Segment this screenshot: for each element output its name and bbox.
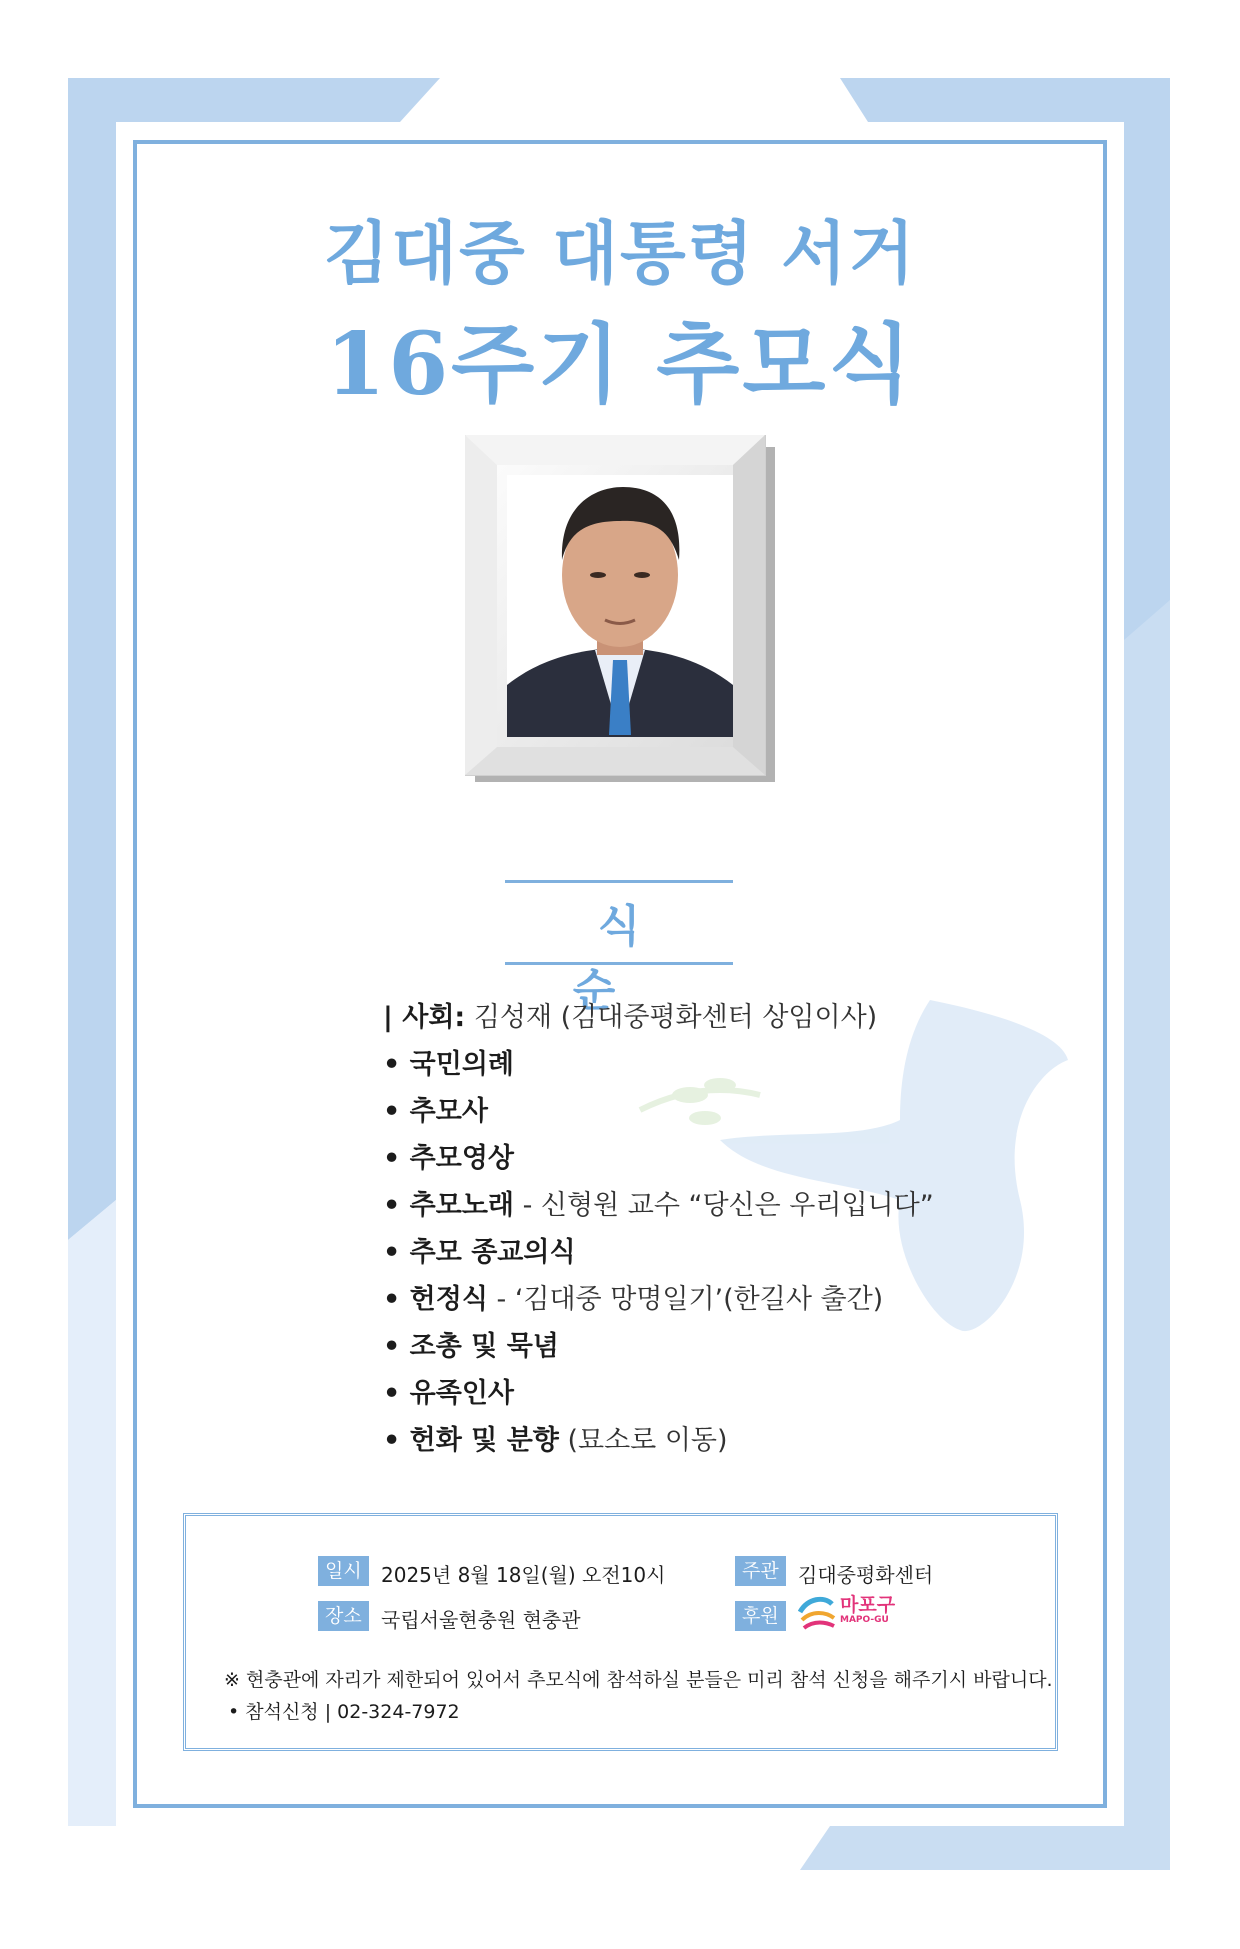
- place-badge: 장소: [318, 1601, 369, 1631]
- place-value: 국립서울현충원 현충관: [381, 1608, 581, 1632]
- portrait-frame: [465, 435, 775, 785]
- section-bottom-line: [505, 962, 733, 965]
- mapo-logo-sub: MAPO-GU: [840, 1615, 889, 1625]
- sponsor-badge: 후원: [735, 1601, 786, 1631]
- list-item: • 헌정식 - ‘김대중 망명일기’(한길사 출간): [383, 1284, 884, 1315]
- section-title: 식 순: [572, 901, 691, 1016]
- list-item: • 추모영상: [383, 1143, 514, 1174]
- list-item: • 국민의례: [383, 1049, 514, 1080]
- host-badge: 주관: [735, 1556, 786, 1586]
- contact-text: • 참석신청 | 02-324-7972: [228, 1701, 460, 1723]
- title-line-1: 김대중 대통령 서거: [323, 214, 917, 294]
- date-badge: 일시: [318, 1556, 369, 1586]
- mapo-gu-logo: [798, 1590, 898, 1632]
- list-item: • 추모 종교의식: [383, 1237, 576, 1268]
- list-item: • 유족인사: [383, 1378, 514, 1409]
- date-value: 2025년 8월 18일(월) 오전10시: [381, 1563, 666, 1587]
- list-item: • 조총 및 묵념: [383, 1331, 559, 1362]
- mapo-logo-text: 마포구: [840, 1594, 896, 1616]
- host-value: 김대중평화센터: [798, 1563, 934, 1587]
- list-item: | 사회: 김성재 (김대중평화센터 상임이사): [383, 1002, 878, 1033]
- notice-text: ※ 현충관에 자리가 제한되어 있어서 추모식에 참석하실 분들은 미리 참석 신청을 해주기시 바랍니다.: [224, 1669, 1053, 1691]
- portrait-photo-icon: [507, 475, 733, 737]
- title-line-2: 16주기 추모식: [325, 314, 915, 415]
- list-item: • 추모노래 - 신형원 교수 “당신은 우리입니다”: [383, 1190, 934, 1221]
- list-item: • 추모사: [383, 1096, 488, 1127]
- list-item: • 헌화 및 분향 (묘소로 이동): [383, 1425, 728, 1456]
- section-top-line: [505, 880, 733, 883]
